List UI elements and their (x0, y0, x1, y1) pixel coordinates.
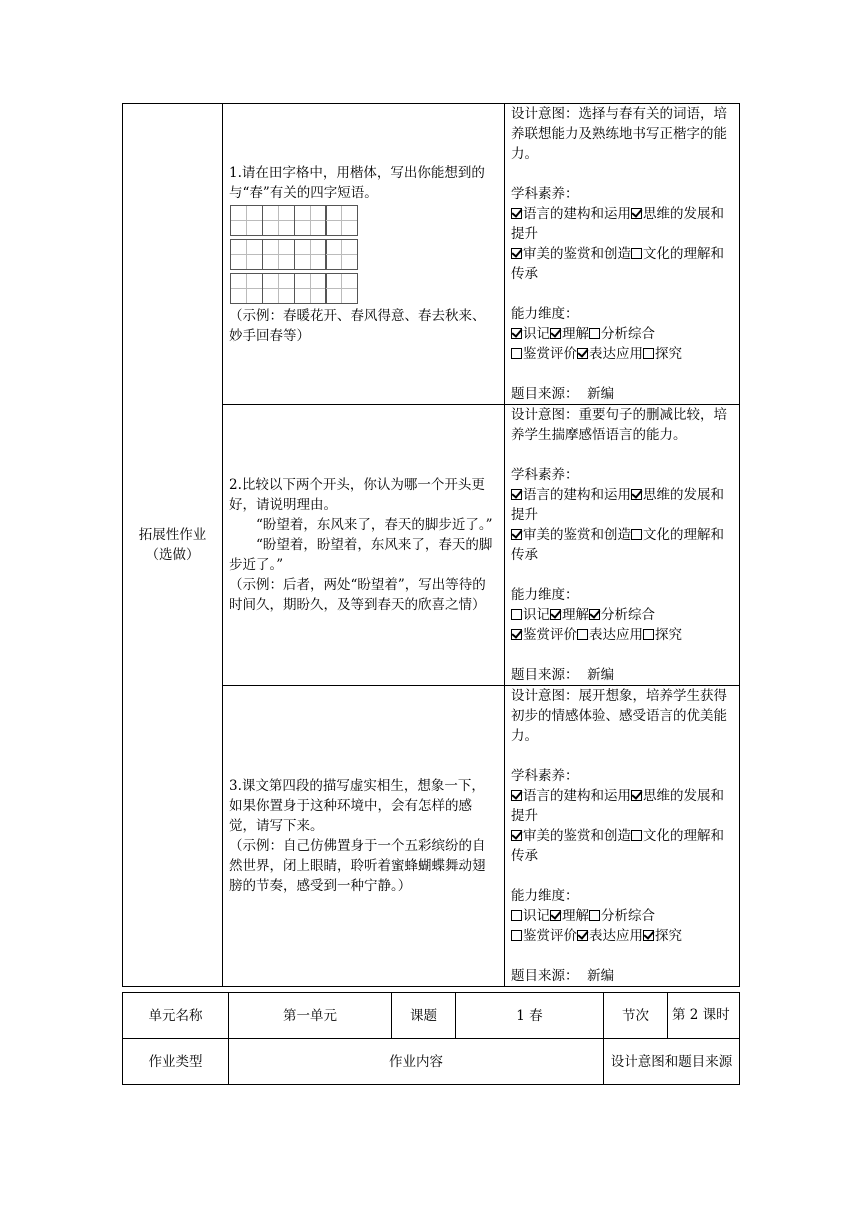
checked-box-icon[interactable] (577, 348, 588, 359)
ability-label: 能力维度： (511, 587, 579, 603)
homework-content-header: 作业内容 (229, 1039, 604, 1085)
ability-option-label: 探究 (655, 346, 682, 362)
topic-value: 1 春 (456, 993, 604, 1039)
homework-table (122, 103, 740, 987)
question-source: 题目来源： 新编 (511, 968, 615, 984)
task-text: 1.请在田字格中，用楷体，写出你能想到的与“春”有关的四字短语。 (229, 164, 485, 201)
literacy-label: 学科素养： (511, 467, 579, 483)
spacer (511, 866, 735, 886)
task-text: 3.课文第四段的描写虚实相生，想象一下，如果你置身于这种环境中，会有怎样的感觉，请写下来。 (229, 778, 485, 834)
task-row (123, 104, 740, 405)
tianzige-grid[interactable] (230, 205, 498, 304)
spacer (511, 445, 735, 465)
unit-name-label: 单元名称 (123, 993, 229, 1039)
ability-option-label: 鉴赏评价 (523, 346, 577, 362)
task-text: （示例：后者，两处“盼望着”，写出等待的时间久，期盼久，及等到春天的欣喜之情） (229, 577, 486, 613)
spacer (511, 946, 735, 966)
ability-option-label: 鉴赏评价 (523, 627, 577, 643)
literacy-option-label: 思维的发展和提升 (511, 487, 724, 523)
tianzige-row (230, 239, 498, 270)
ability-option-label: 探究 (655, 627, 682, 643)
literacy-option-label: 审美的鉴赏和创造 (523, 246, 631, 262)
tianzige-cell[interactable] (294, 205, 327, 236)
unchecked-box-icon[interactable] (589, 328, 600, 339)
task-content-cell (223, 405, 505, 686)
ability-option-label: 识记 (523, 326, 550, 342)
literacy-line (511, 786, 735, 826)
tianzige-cell[interactable] (294, 273, 327, 304)
homework-type-header: 作业类型 (123, 1039, 229, 1085)
column-header-row (123, 1039, 740, 1085)
design-intent-cell (505, 405, 740, 686)
tianzige-cell[interactable] (325, 273, 358, 304)
spacer (511, 364, 735, 384)
literacy-option-label: 审美的鉴赏和创造 (523, 828, 631, 844)
unchecked-box-icon[interactable] (511, 348, 522, 359)
ability-label: 能力维度： (511, 888, 579, 904)
checked-box-icon[interactable] (631, 208, 642, 219)
tianzige-row (230, 273, 498, 304)
task-text: （示例：春暖花开、春风得意、春去秋来、妙手回春等） (229, 307, 486, 344)
spacer (511, 746, 735, 766)
ability-option-label: 理解 (562, 908, 589, 924)
design-intent-cell (505, 686, 740, 987)
checked-box-icon[interactable] (550, 609, 561, 620)
ability-line (511, 926, 735, 946)
design-intent-cell (505, 104, 740, 405)
topic-label: 课题 (392, 993, 456, 1039)
literacy-line (511, 204, 735, 244)
checked-box-icon[interactable] (550, 328, 561, 339)
checked-box-icon[interactable] (577, 930, 588, 941)
period-value: 第 2 课时 (668, 993, 740, 1039)
task-text: （示例：自己仿佛置身于一个五彩缤纷的自然世界，闭上眼睛，聆听着蜜蜂蝴蝶舞动翅膀的节奏，感受到一种宁静。） (229, 838, 486, 894)
ability-line (511, 625, 735, 645)
ability-option-label: 分析综合 (601, 326, 655, 342)
unchecked-box-icon[interactable] (577, 629, 588, 640)
tianzige-row (230, 205, 498, 236)
literacy-option-label: 思维的发展和提升 (511, 206, 724, 242)
checked-box-icon[interactable] (511, 328, 522, 339)
unchecked-box-icon[interactable] (511, 910, 522, 921)
spacer (511, 565, 735, 585)
task-content-cell (223, 686, 505, 987)
ability-option-label: 表达应用 (589, 627, 643, 643)
tianzige-cell[interactable] (325, 239, 358, 270)
tianzige-cell[interactable] (325, 205, 358, 236)
ability-label: 能力维度： (511, 306, 579, 322)
homework-type-text: 拓展性作业 (138, 527, 207, 543)
unchecked-box-icon[interactable] (643, 348, 654, 359)
literacy-option-label: 语言的建构和运用 (523, 487, 631, 503)
ability-option-label: 表达应用 (589, 928, 643, 944)
literacy-option-label: 语言的建构和运用 (523, 788, 631, 804)
design-intent-text: 设计意图：展开想象，培养学生获得初步的情感体验、感受语言的优美能力。 (511, 688, 727, 744)
design-intent-header: 设计意图和题目来源 (604, 1039, 740, 1085)
unchecked-box-icon[interactable] (511, 930, 522, 941)
literacy-label: 学科素养： (511, 186, 579, 202)
literacy-line (511, 244, 735, 284)
design-intent-text: 设计意图：重要句子的删减比较，培养学生揣摩感悟语言的能力。 (511, 407, 727, 443)
task-text: “盼望着，盼望着，东风来了，春天的脚步近了。” (229, 537, 493, 573)
checked-box-icon[interactable] (631, 790, 642, 801)
lesson-info-table (122, 992, 740, 1085)
checked-box-icon[interactable] (511, 248, 522, 259)
literacy-option-label: 审美的鉴赏和创造 (523, 527, 631, 543)
spacer (511, 164, 735, 184)
literacy-line (511, 826, 735, 866)
literacy-option-label: 思维的发展和提升 (511, 788, 724, 824)
ability-option-label: 理解 (562, 326, 589, 342)
task-content-cell (223, 104, 505, 405)
spacer (511, 645, 735, 665)
unchecked-box-icon[interactable] (589, 910, 600, 921)
checked-box-icon[interactable] (511, 489, 522, 500)
checked-box-icon[interactable] (511, 790, 522, 801)
checked-box-icon[interactable] (511, 208, 522, 219)
spacer (511, 284, 735, 304)
checked-box-icon[interactable] (511, 830, 522, 841)
checked-box-icon[interactable] (589, 609, 600, 620)
ability-option-label: 分析综合 (601, 908, 655, 924)
homework-type-text: （选做） (145, 547, 200, 563)
ability-option-label: 识记 (523, 607, 550, 623)
literacy-line (511, 485, 735, 525)
literacy-option-label: 文化的理解和传承 (511, 828, 724, 864)
ability-option-label: 理解 (562, 607, 589, 623)
tianzige-cell[interactable] (230, 205, 263, 236)
ability-option-label: 识记 (523, 908, 550, 924)
literacy-option-label: 文化的理解和传承 (511, 246, 724, 282)
ability-option-label: 探究 (655, 928, 682, 944)
ability-line (511, 906, 735, 926)
tianzige-cell[interactable] (230, 239, 263, 270)
checked-box-icon[interactable] (631, 489, 642, 500)
checked-box-icon[interactable] (511, 529, 522, 540)
literacy-option-label: 文化的理解和传承 (511, 527, 724, 563)
tianzige-cell[interactable] (262, 273, 295, 304)
tianzige-cell[interactable] (262, 205, 295, 236)
ability-option-label: 鉴赏评价 (523, 928, 577, 944)
unit-name-value: 第一单元 (229, 993, 392, 1039)
tianzige-cell[interactable] (230, 273, 263, 304)
ability-option-label: 表达应用 (589, 346, 643, 362)
tianzige-cell[interactable] (262, 239, 295, 270)
literacy-line (511, 525, 735, 565)
design-intent-text: 设计意图：选择与春有关的词语，培养联想能力及熟练地书写正楷字的能力。 (511, 106, 727, 162)
literacy-label: 学科素养： (511, 768, 579, 784)
ability-option-label: 分析综合 (601, 607, 655, 623)
task-text: “盼望着，东风来了，春天的脚步近了。” (256, 517, 493, 533)
unchecked-box-icon[interactable] (631, 248, 642, 259)
checked-box-icon[interactable] (550, 910, 561, 921)
tianzige-cell[interactable] (294, 239, 327, 270)
period-label: 节次 (604, 993, 668, 1039)
ability-line (511, 324, 735, 344)
checked-box-icon[interactable] (643, 930, 654, 941)
task-text: 2.比较以下两个开头，你认为哪一个开头更好，请说明理由。 (229, 477, 485, 513)
lesson-info-row (123, 993, 740, 1039)
unchecked-box-icon[interactable] (631, 830, 642, 841)
ability-line (511, 605, 735, 625)
ability-line (511, 344, 735, 364)
unchecked-box-icon[interactable] (631, 529, 642, 540)
checked-box-icon[interactable] (511, 629, 522, 640)
question-source: 题目来源： 新编 (511, 386, 615, 402)
homework-type-cell (123, 104, 223, 987)
literacy-option-label: 语言的建构和运用 (523, 206, 631, 222)
unchecked-box-icon[interactable] (511, 609, 522, 620)
unchecked-box-icon[interactable] (643, 629, 654, 640)
question-source: 题目来源： 新编 (511, 667, 615, 683)
